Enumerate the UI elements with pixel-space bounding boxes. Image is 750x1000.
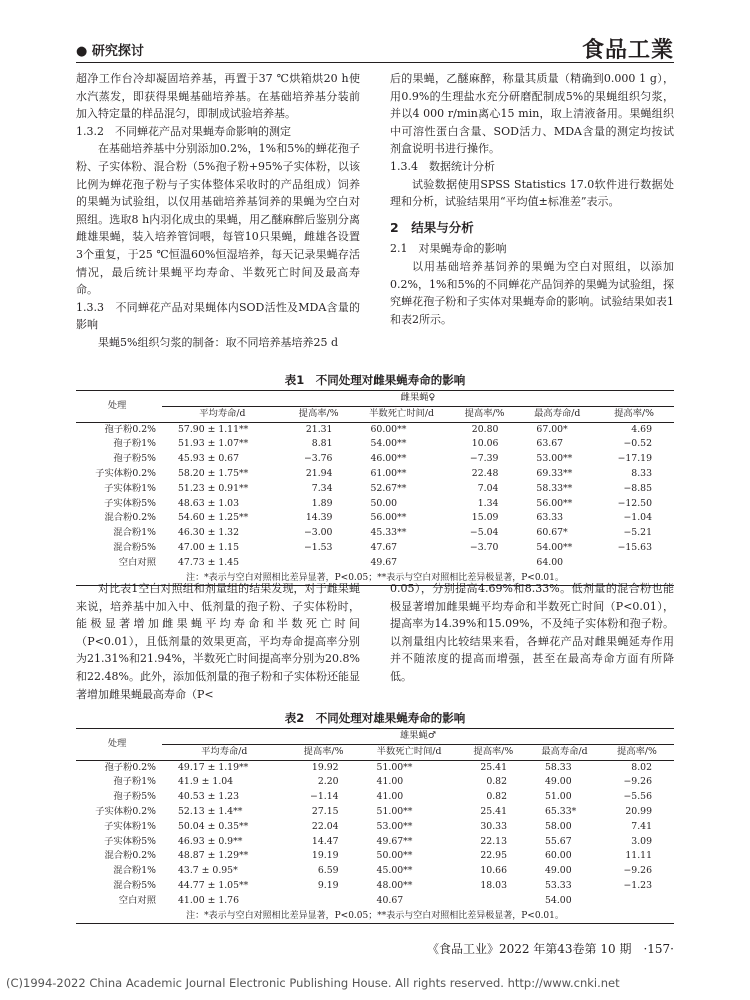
table-cell: −17.19 bbox=[617, 453, 652, 465]
table-cell: −5.04 bbox=[469, 527, 499, 539]
paragraph: 果蝇5%组织匀浆的制备：取不同培养基培养25 d bbox=[98, 335, 338, 349]
row-label: 子实体粉1% bbox=[104, 482, 156, 494]
table-cell: −1.14 bbox=[310, 791, 339, 803]
table-row bbox=[76, 422, 674, 437]
table-cell: 44.77 ± 1.05** bbox=[178, 879, 249, 891]
column-left-top bbox=[76, 70, 360, 352]
journal-logo: 食品工業 bbox=[581, 37, 674, 63]
table-cell: 58.20 ± 1.75** bbox=[178, 467, 249, 479]
table-row bbox=[76, 511, 674, 526]
table-cell: 46.30 ± 1.32 bbox=[178, 527, 240, 539]
table-cell: 60.00 bbox=[545, 850, 572, 862]
table-cell: 47.73 ± 1.45 bbox=[178, 556, 240, 568]
table-cell: 45.00** bbox=[376, 865, 413, 877]
row-label: 子实体粉1% bbox=[104, 820, 156, 832]
row-label: 混合粉1% bbox=[113, 527, 156, 539]
column-left-middle bbox=[76, 580, 360, 703]
table-cell: 21.31 bbox=[305, 423, 333, 435]
table-header: 半数死亡时间/d bbox=[354, 406, 448, 422]
paragraph: 在基础培养基中分别添加0.2%，1%和5%的蝉花孢子粉、子实体粉、混合粉（5%孢子粉+95%子实体粉，以该比例为蝉花孢子粉与子实体整体采收时的产品组成）饲养的果蝇为试验组，以仅用基础培养基饲养的果蝇为空白对照组。选取8 h内羽化成虫的果蝇，用乙醚麻醉后鉴别分离雌雄果蝇，装入培养管饲喂，每管10只果蝇，雌雄各设置3个重复，于25 ℃恒温60%恒湿培养，每天记录果蝇存活情况，最后统计果蝇平均寿命、半数死亡时间及最高寿命。 bbox=[76, 142, 360, 297]
table-cell: 54.00** bbox=[536, 541, 573, 553]
paragraph: 后的果蝇，乙醚麻醉，称量其质量（精确到0.000 1 g），用0.9%的生理盐水充分研磨配制成5%的果蝇组织匀浆，并以4 000 r/min离心15 min，取上清液备用。果蝇组织中可溶性蛋白含量、SOD活力、MDA含量的测定均按试剂盒说明书进行操作。 bbox=[390, 72, 674, 156]
table-cell: 1.34 bbox=[477, 497, 499, 509]
table-header: 最高寿命/d bbox=[529, 744, 600, 760]
table-cell: 53.00** bbox=[376, 820, 413, 832]
table-cell: 19.92 bbox=[311, 761, 339, 773]
table-cell: 7.34 bbox=[311, 482, 333, 494]
table-cell bbox=[594, 556, 674, 571]
table-cell: 58.33** bbox=[536, 482, 573, 494]
table-cell: 22.13 bbox=[480, 835, 508, 847]
table-cell: 63.33 bbox=[536, 512, 564, 524]
row-label: 混合粉5% bbox=[113, 541, 156, 553]
table-row bbox=[76, 452, 674, 467]
table-cell: 50.00 bbox=[370, 497, 398, 509]
table-cell: 60.00** bbox=[370, 423, 407, 435]
table-cell: 49.67** bbox=[376, 835, 413, 847]
table-row bbox=[76, 820, 674, 835]
table-header: 半数死亡时间/d bbox=[361, 744, 458, 760]
table-cell: 20.99 bbox=[625, 805, 652, 817]
table-cell: 41.00 ± 1.76 bbox=[178, 894, 240, 906]
table-cell: 56.00** bbox=[536, 497, 573, 509]
table-cell: 8.81 bbox=[311, 438, 333, 450]
table-row bbox=[76, 790, 674, 805]
table-cell: 52.67** bbox=[370, 482, 407, 494]
row-label: 空白对照 bbox=[118, 894, 156, 906]
row-label: 孢子粉1% bbox=[113, 438, 156, 450]
table-row bbox=[76, 864, 674, 879]
table-header: 提高率/% bbox=[283, 406, 355, 422]
table-cell: 10.66 bbox=[480, 865, 508, 877]
table-cell: 48.87 ± 1.29** bbox=[178, 850, 249, 862]
table-cell: 10.06 bbox=[471, 438, 499, 450]
table-cell: 61.00** bbox=[370, 467, 407, 479]
table-cell: 22.95 bbox=[480, 850, 508, 862]
table-row bbox=[76, 541, 674, 556]
table-row bbox=[76, 835, 674, 850]
table-cell: 40.67 bbox=[376, 894, 404, 906]
row-label: 混合粉0.2% bbox=[104, 850, 156, 862]
section-heading: 2 结果与分析 bbox=[390, 219, 474, 235]
table-cell: −1.23 bbox=[623, 879, 652, 891]
table-cell: 52.13 ± 1.4** bbox=[178, 805, 243, 817]
table-cell: −5.21 bbox=[623, 527, 652, 539]
table-cell: 65.33* bbox=[545, 805, 577, 817]
row-label: 子实体粉5% bbox=[104, 497, 156, 509]
table-cell: 7.04 bbox=[477, 482, 499, 494]
table-cell: 51.23 ± 0.91** bbox=[178, 482, 249, 494]
row-label: 子实体粉0.2% bbox=[95, 805, 156, 817]
table-cell: 14.39 bbox=[305, 512, 333, 524]
paragraph: 0.05），分别提高4.69%和8.33%。低剂量的混合粉也能极显著增加雌果蝇平均寿命和半数死亡时间（P<0.01），提高率为14.39%和15.09%，不及纯子实体粉和孢子粉。以剂量组内比较结果来看，各蝉花产品对雌果蝇延寿作用并不随浓度的提高而增强，甚至在最高寿命方面有所降低。 bbox=[390, 582, 674, 683]
paragraph: 超净工作台冷却凝固培养基，再置于37 ℃烘箱烘20 h使水汽蒸发，即获得果蝇基础培养基。在基础培养基分装前加入特定量的样品混匀，即制成试验培养基。 bbox=[76, 72, 360, 121]
table-row bbox=[76, 467, 674, 482]
table-header: 提高率/% bbox=[287, 744, 361, 760]
subsection-heading: 1.3.4 数据统计分析 bbox=[390, 159, 495, 173]
table-cell: −5.56 bbox=[623, 791, 652, 803]
table-cell: 49.67 bbox=[370, 556, 398, 568]
table-header: 平均寿命/d bbox=[162, 744, 287, 760]
table-cell: 7.41 bbox=[631, 820, 652, 832]
table-cell: −12.50 bbox=[617, 497, 652, 509]
table-cell: 6.59 bbox=[317, 865, 339, 877]
table-cell: 50.04 ± 0.35** bbox=[178, 820, 249, 832]
table-cell: −0.52 bbox=[623, 438, 652, 450]
table-cell: 53.33 bbox=[545, 879, 572, 891]
table-cell: 4.69 bbox=[631, 423, 652, 435]
table-row bbox=[76, 497, 674, 512]
table-cell: 69.33** bbox=[536, 467, 573, 479]
table-cell: 53.00** bbox=[536, 453, 573, 465]
table-cell: 60.67* bbox=[536, 527, 568, 539]
row-label: 混合粉5% bbox=[113, 879, 156, 891]
table-cell: 43.7 ± 0.95* bbox=[178, 865, 238, 877]
table-cell: 22.48 bbox=[471, 467, 499, 479]
table-row bbox=[76, 482, 674, 497]
table-cell: 9.19 bbox=[317, 879, 339, 891]
subsection-heading: 1.3.2 不同蝉花产品对果蝇寿命影响的测定 bbox=[76, 124, 291, 138]
table-cell: −8.85 bbox=[623, 482, 652, 494]
table-row bbox=[76, 775, 674, 790]
table2 bbox=[76, 728, 674, 924]
column-right-middle bbox=[390, 580, 674, 686]
table-cell: 64.00 bbox=[536, 556, 564, 568]
table-cell: 47.00 ± 1.15 bbox=[178, 541, 240, 553]
table-cell: 46.00** bbox=[370, 453, 407, 465]
table-cell: 41.00 bbox=[376, 776, 404, 788]
subsection-heading: 1.3.3 不同蝉花产品对果蝇体内SOD活性及MDA含量的影响 bbox=[76, 300, 360, 332]
table-cell: 20.80 bbox=[471, 423, 499, 435]
table-cell: −9.26 bbox=[623, 776, 652, 788]
table-cell: 48.00** bbox=[376, 879, 413, 891]
row-label: 子实体粉5% bbox=[104, 835, 156, 847]
table-cell: −3.00 bbox=[303, 527, 333, 539]
section-label: ● 研究探讨 bbox=[76, 44, 144, 59]
table-cell: 57.90 ± 1.11** bbox=[178, 423, 249, 435]
table-cell: 1.89 bbox=[311, 497, 333, 509]
table-cell: 49.00 bbox=[545, 865, 572, 877]
table-cell: 2.20 bbox=[317, 776, 339, 788]
header-rule bbox=[76, 62, 674, 63]
table-cell: −15.63 bbox=[617, 541, 652, 553]
subsection-heading: 2.1 对果蝇寿命的影响 bbox=[390, 242, 507, 256]
table-cell: 51.00** bbox=[376, 805, 413, 817]
table-note: 注：*表示与空白对照相比差异显著，P<0.05；**表示与空白对照相比差异极显著，P<0.01。 bbox=[76, 571, 674, 586]
table-cell: 8.33 bbox=[631, 467, 652, 479]
table-cell: 54.00** bbox=[370, 438, 407, 450]
table-cell: 58.00 bbox=[545, 820, 572, 832]
table-cell: 8.02 bbox=[631, 761, 652, 773]
table-cell: −1.53 bbox=[303, 541, 333, 553]
table-row bbox=[76, 879, 674, 894]
row-label: 混合粉0.2% bbox=[104, 512, 156, 524]
table-cell: 51.00** bbox=[376, 761, 413, 773]
table-cell: 15.09 bbox=[471, 512, 499, 524]
page-footer: 《食品工业》2022 年第43卷第 10 期 ·157· bbox=[426, 942, 674, 956]
table-cell: 0.82 bbox=[486, 776, 508, 788]
table-cell: 51.93 ± 1.07** bbox=[178, 438, 249, 450]
table-header-sex: 雄果蝇♂ bbox=[162, 729, 674, 745]
table-cell bbox=[287, 894, 361, 909]
table2-caption: 表2 不同处理对雄果蝇寿命的影响 bbox=[284, 711, 466, 725]
table-cell: 49.17 ± 1.19** bbox=[178, 761, 249, 773]
table-cell bbox=[283, 556, 355, 571]
column-right-top bbox=[390, 70, 674, 328]
copyright-notice: (C)1994-2022 China Academic Journal Electronic Publishing House. All rights reserved. http://www.cnki.net bbox=[6, 976, 620, 990]
table-header-sex: 雌果蝇♀ bbox=[162, 391, 674, 407]
table-cell: −1.04 bbox=[623, 512, 652, 524]
table-cell: 21.94 bbox=[305, 467, 333, 479]
row-label: 孢子粉0.2% bbox=[104, 761, 156, 773]
table-row bbox=[76, 849, 674, 864]
row-label: 孢子粉0.2% bbox=[104, 423, 156, 435]
table-cell bbox=[449, 556, 521, 571]
table-cell: 55.67 bbox=[545, 835, 572, 847]
table-cell: 41.9 ± 1.04 bbox=[178, 776, 234, 788]
table-cell: −9.26 bbox=[623, 865, 652, 877]
table-cell: 30.33 bbox=[480, 820, 508, 832]
table-note: 注：*表示与空白对照相比差异显著，P<0.05；**表示与空白对照相比差异极显著，P<0.01。 bbox=[76, 909, 674, 924]
table-cell: 45.33** bbox=[370, 527, 407, 539]
table-cell: 54.00 bbox=[545, 894, 572, 906]
table-header-treatment: 处理 bbox=[76, 391, 162, 423]
table-row bbox=[76, 556, 674, 571]
table-cell: 67.00* bbox=[536, 423, 568, 435]
table-cell: 47.67 bbox=[370, 541, 398, 553]
paragraph: 对比表1空白对照组和剂量组的结果发现，对于雌果蝇来说，培养基中加入中、低剂量的孢子粉、子实体粉时，能极显著增加雌果蝇平均寿命和半数死亡时间（P<0.01），且低剂量的效果更高，平均寿命提高率分别为21.31%和21.94%，半数死亡时间提高率分别为20.8%和22.48%。此外，添加低剂量的孢子粉和子实体粉还能显著增加雌果蝇最高寿命（P< bbox=[76, 582, 360, 701]
table-row bbox=[76, 760, 674, 775]
table-header: 提高率/% bbox=[594, 406, 674, 422]
table-cell: 48.63 ± 1.03 bbox=[178, 497, 240, 509]
table-cell bbox=[458, 894, 529, 909]
table-header: 最高寿命/d bbox=[520, 406, 594, 422]
row-label: 子实体粉0.2% bbox=[95, 467, 156, 479]
table-cell: 58.33 bbox=[545, 761, 572, 773]
table-cell: 25.41 bbox=[480, 761, 508, 773]
table-cell: 11.11 bbox=[625, 850, 652, 862]
table-row bbox=[76, 894, 674, 909]
table-cell: 22.04 bbox=[311, 820, 339, 832]
table-row bbox=[76, 805, 674, 820]
table-row bbox=[76, 526, 674, 541]
table1 bbox=[76, 390, 674, 586]
table-cell: 51.00 bbox=[545, 791, 572, 803]
row-label: 空白对照 bbox=[118, 556, 156, 568]
table-cell bbox=[600, 894, 674, 909]
table-cell: −7.39 bbox=[469, 453, 499, 465]
table-cell: 50.00** bbox=[376, 850, 413, 862]
table-cell: 19.19 bbox=[311, 850, 339, 862]
table-cell: 49.00 bbox=[545, 776, 572, 788]
table-header: 平均寿命/d bbox=[162, 406, 283, 422]
row-label: 孢子粉5% bbox=[113, 453, 156, 465]
paragraph: 以用基础培养基饲养的果蝇为空白对照组，以添加0.2%，1%和5%的不同蝉花产品饲养的果蝇为试验组，探究蝉花孢子粉和子实体对果蝇寿命的影响。试验结果如表1和表2所示。 bbox=[390, 259, 674, 326]
table-header: 提高率/% bbox=[458, 744, 529, 760]
table-header: 提高率/% bbox=[449, 406, 521, 422]
row-label: 混合粉1% bbox=[113, 865, 156, 877]
table-cell: 63.67 bbox=[536, 438, 564, 450]
table-cell: 14.47 bbox=[311, 835, 339, 847]
table-cell: 25.41 bbox=[480, 805, 508, 817]
table-cell: 3.09 bbox=[631, 835, 652, 847]
table-cell: 27.15 bbox=[311, 805, 339, 817]
table-row bbox=[76, 437, 674, 452]
table-cell: 40.53 ± 1.23 bbox=[178, 791, 240, 803]
paragraph: 试验数据使用SPSS Statistics 17.0软件进行数据处理和分析，试验结果用“平均值±标准差”表示。 bbox=[390, 177, 674, 209]
table-cell: 0.82 bbox=[486, 791, 508, 803]
row-label: 孢子粉5% bbox=[113, 791, 156, 803]
table-cell: −3.70 bbox=[469, 541, 499, 553]
table-cell: 56.00** bbox=[370, 512, 407, 524]
table-cell: 46.93 ± 0.9** bbox=[178, 835, 243, 847]
table-cell: 18.03 bbox=[480, 879, 508, 891]
table-cell: −3.76 bbox=[303, 453, 333, 465]
table-header: 提高率/% bbox=[600, 744, 674, 760]
table-header-treatment: 处理 bbox=[76, 729, 162, 761]
row-label: 孢子粉1% bbox=[113, 776, 156, 788]
table1-caption: 表1 不同处理对雌果蝇寿命的影响 bbox=[284, 373, 466, 387]
table-cell: 45.93 ± 0.67 bbox=[178, 453, 240, 465]
table-cell: 54.60 ± 1.25** bbox=[178, 512, 249, 524]
table-cell: 41.00 bbox=[376, 791, 404, 803]
